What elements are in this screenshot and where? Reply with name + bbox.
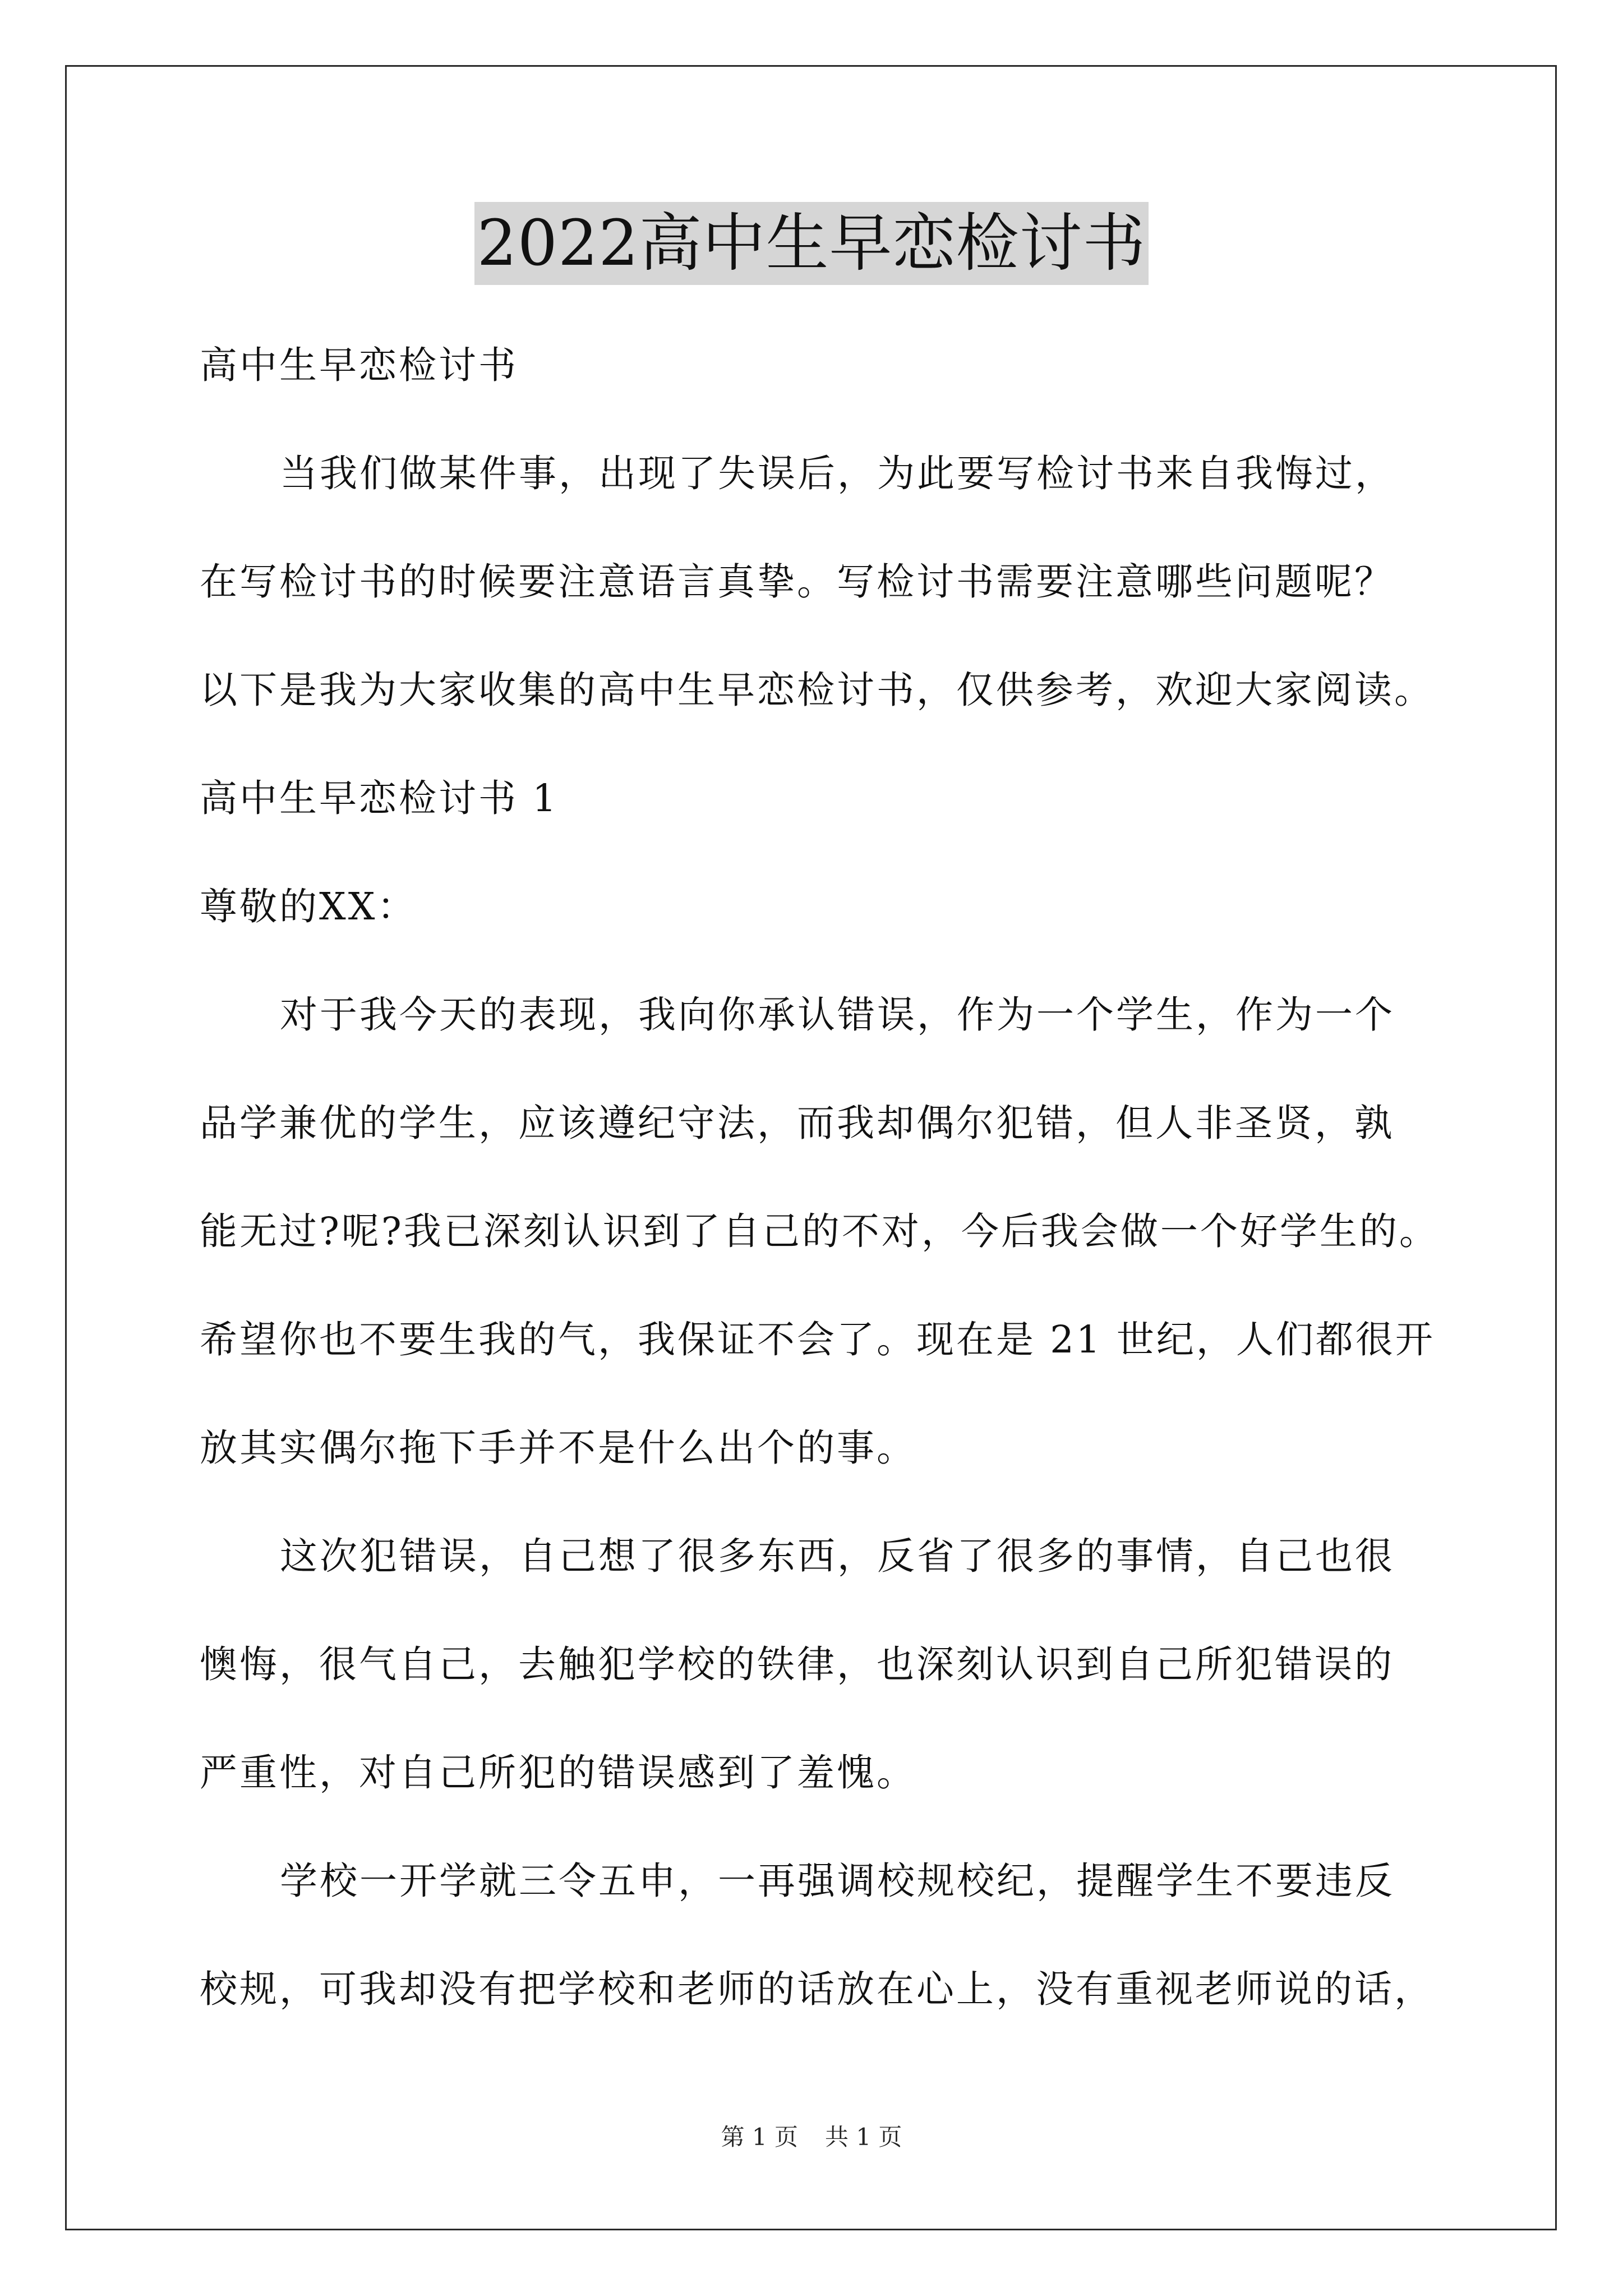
paragraph-line: 在写检讨书的时候要注意语言真挚。写检讨书需要注意哪些问题呢？ — [200, 560, 1394, 604]
page-footer — [0, 2120, 1623, 2154]
title-container — [0, 202, 1623, 285]
document-title: 2022高中生早恋检讨书 — [474, 202, 1148, 285]
subtitle-line: 高中生早恋检讨书 — [200, 343, 518, 387]
page-number: 第 1 页 — [721, 2123, 798, 2151]
paragraph-line: 能无过?呢?我已深刻认识到了自己的不对，今后我会做一个好学生的。 — [200, 1209, 1439, 1253]
paragraph-line: 希望你也不要生我的气，我保证不会了。现在是 21 世纪，人们都很开 — [200, 1318, 1435, 1361]
paragraph-line: 对于我今天的表现，我向你承认错误，作为一个学生，作为一个 — [280, 993, 1395, 1037]
paragraph-line: 严重性，对自己所犯的错误感到了羞愧。 — [200, 1751, 916, 1795]
paragraph-line: 品学兼优的学生，应该遵纪守法，而我却偶尔犯错，但人非圣贤，孰 — [200, 1101, 1394, 1145]
paragraph-line: 这次犯错误，自己想了很多东西，反省了很多的事情，自己也很 — [280, 1534, 1395, 1578]
paragraph-line: 放其实偶尔拖下手并不是什么出个的事。 — [200, 1426, 916, 1470]
paragraph-line: 以下是我为大家收集的高中生早恋检讨书，仅供参考，欢迎大家阅读。 — [200, 668, 1434, 712]
paragraph-line: 校规，可我却没有把学校和老师的话放在心上，没有重视老师说的话， — [200, 1967, 1434, 2011]
document-body — [200, 311, 1439, 2044]
section-heading: 高中生早恋检讨书 1 — [200, 776, 559, 820]
paragraph-line: 懊悔，很气自己，去触犯学校的铁律，也深刻认识到自己所犯错误的 — [200, 1642, 1394, 1686]
salutation: 尊敬的XX： — [200, 885, 417, 928]
paragraph-line: 学校一开学就三令五申，一再强调校规校纪，提醒学生不要违反 — [280, 1859, 1395, 1903]
page-total: 共 1 页 — [825, 2123, 902, 2151]
paragraph-line: 当我们做某件事，出现了失误后，为此要写检讨书来自我悔过， — [280, 452, 1395, 495]
